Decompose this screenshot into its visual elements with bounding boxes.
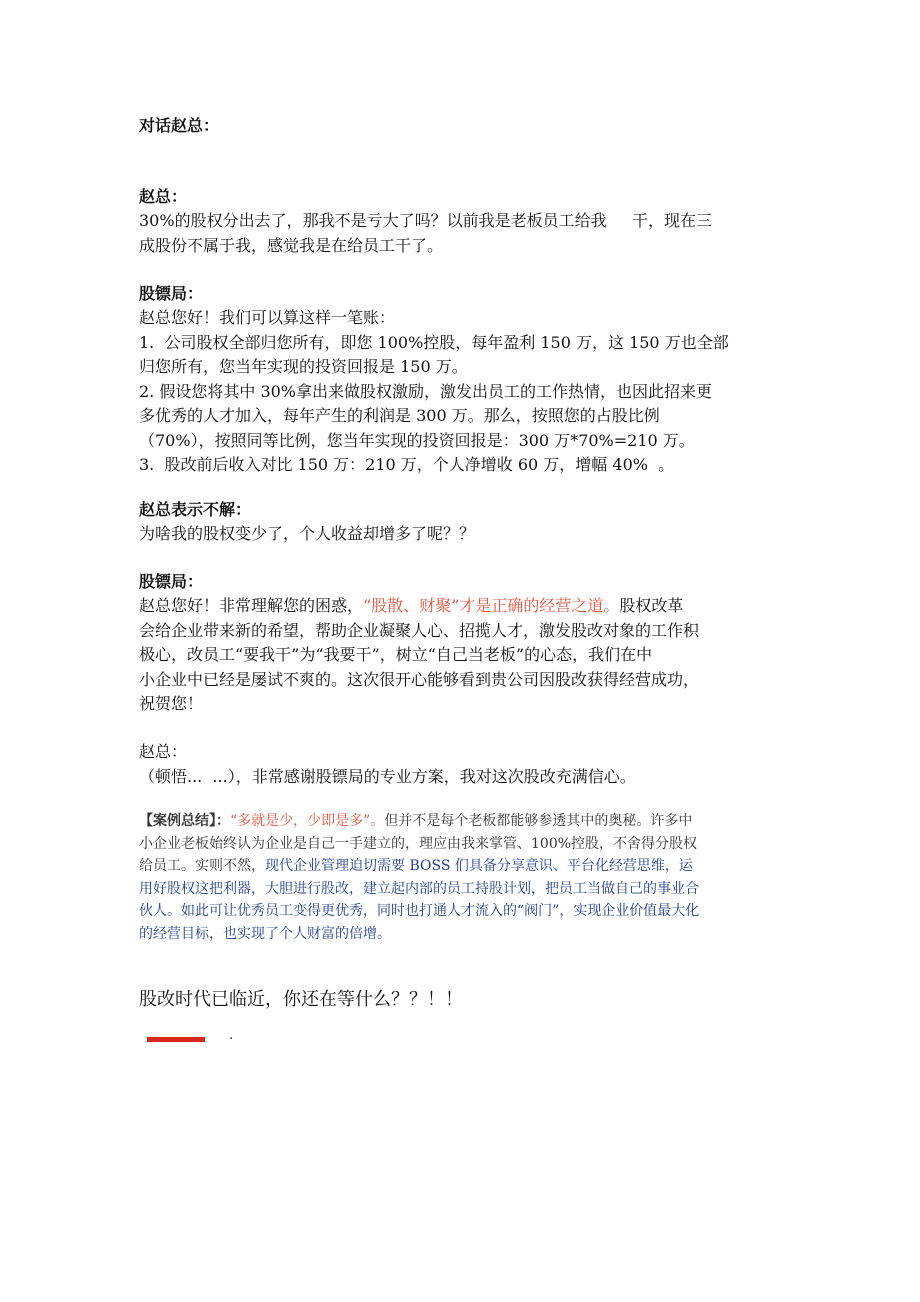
paragraph-line: 30%的股权分出去了，那我不是亏大了吗？以前我是老板员工给我 干，现在三	[139, 211, 712, 230]
dialogue-heading: 对话赵总：	[139, 116, 220, 135]
section-zhao-1	[139, 187, 784, 258]
highlight-quote: “股散、财聚”才是正确的经营之道。	[363, 596, 620, 615]
summary-line: 小企业老板始终认为企业是自己一手建立的，理应由我来掌管、100%控股，不舍得分股权	[139, 835, 698, 852]
paragraph-line: 为啥我的股权变少了，个人收益却增多了呢？？	[139, 524, 476, 543]
summary-quote: “多就是少，少即是多”。	[230, 813, 385, 829]
summary-line: 的经营目标，也实现了个人财富的倍增。	[139, 925, 391, 942]
case-summary	[139, 810, 784, 945]
section-gubiaoju-2	[139, 572, 784, 717]
summary-line	[139, 855, 784, 878]
paragraph-line: 多优秀的人才加入，每年产生的利润是 300 万。那么，按照您的占股比例	[139, 406, 660, 425]
paragraph-line: （顿悟... ...），非常感谢股镖局的专业方案，我对这次股改充满信心。	[139, 766, 636, 786]
text-run: 但并不是每个老板都能够参透其中的奥秘。许多中	[384, 813, 693, 829]
summary-line	[139, 810, 784, 833]
paragraph-line: 归您所有，您当年实现的投资回报是 150 万。	[139, 357, 468, 376]
paragraph-line: 赵总您好！我们可以算这样一笔账：	[139, 308, 396, 327]
speaker-label: 赵总：	[139, 742, 188, 761]
text-run: 赵总您好！非常理解您的困惑，	[139, 596, 364, 615]
summary-tag: 【案例总结】：	[139, 813, 230, 829]
paragraph-line	[139, 594, 784, 619]
section-zhao-2	[139, 740, 784, 789]
summary-line: 伙人。如此可让优秀员工变得更优秀，同时也打通人才流入的“阀门”，实现企业价值最大化	[139, 903, 700, 919]
paragraph-line: （70%），按照同等比例，您当年实现的投资回报是：300 万*70%=210 万。	[139, 430, 695, 450]
speaker-label: 股镖局：	[139, 284, 204, 303]
red-divider-bar	[147, 1037, 205, 1042]
paragraph-line: 1. 公司股权全部归您所有，即您 100%控股，每年盈利 150 万，这 150 万也全部	[139, 332, 729, 352]
paragraph-line: 祝贺您！	[139, 694, 204, 713]
paragraph-line: 会给企业带来新的希望，帮助企业凝聚人心、招揽人才，激发股改对象的工作积	[139, 620, 700, 640]
text-run: 股权改革	[619, 596, 684, 615]
footer-dot: .	[229, 1028, 234, 1043]
speaker-label: 赵总表示不解：	[139, 500, 252, 519]
slogan: 股改时代已临近，你还在等什么？？！！	[139, 989, 463, 1010]
text-run: 现代企业管理迫切需要 BOSS 们具备分享意识、平台化经营思维，运	[265, 858, 693, 874]
speaker-label: 赵总：	[139, 187, 188, 206]
speaker-label: 股镖局：	[139, 572, 204, 591]
paragraph-line: 成股份不属于我，感觉我是在给员工干了。	[139, 235, 444, 255]
section-gubiaoju-1	[139, 284, 784, 478]
paragraph-line: 小企业中已经是屡试不爽的。这次很开心能够看到贵公司因股改获得经营成功，	[139, 669, 700, 689]
paragraph-line: 2. 假设您将其中 30%拿出来做股权激励，激发出员工的工作热情，也因此招来更	[139, 381, 713, 401]
section-zhao-puzzled	[139, 500, 784, 547]
text-run: 给员工。实则不然，	[139, 858, 265, 874]
paragraph-line: 3. 股改前后收入对比 150 万：210 万，个人净增收 60 万，增幅 40% 。	[139, 455, 675, 474]
summary-line: 用好股权这把利器，大胆进行股改，建立起内部的员工持股计划，把员工当做自己的事业合	[139, 880, 699, 897]
paragraph-line: 极心，改员工“要我干”为“我要干”，树立“自己当老板”的心态，我们在中	[139, 645, 653, 664]
